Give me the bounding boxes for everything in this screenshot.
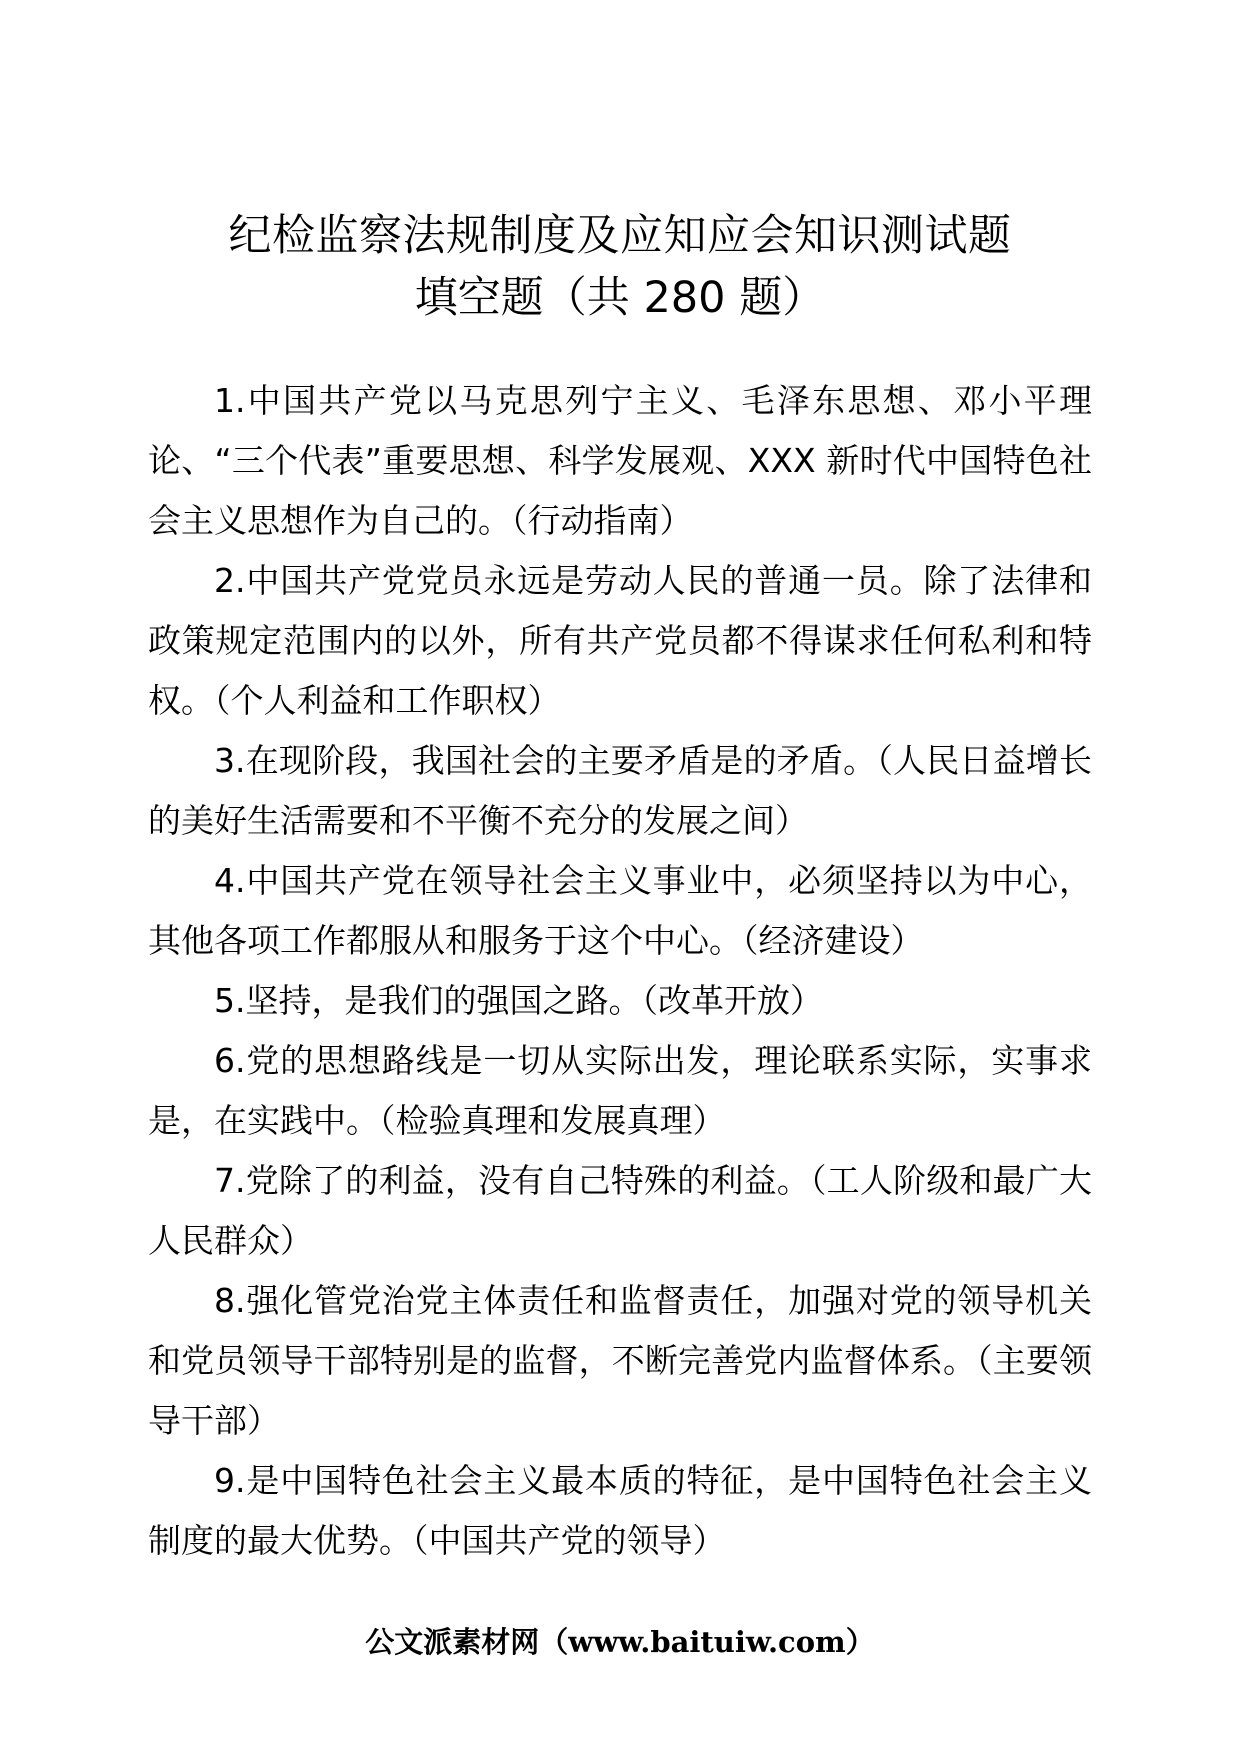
- question-item: [148, 731, 1092, 851]
- question-number: 9.: [214, 1461, 246, 1500]
- question-answer: （人民日益增长的美好生活需要和不平衡不充分的发展之间）: [148, 741, 1093, 840]
- title-block: [0, 206, 1240, 328]
- question-answer: （行动指南）: [511, 501, 693, 540]
- question-item: [148, 1031, 1092, 1151]
- question-text: 是中国特色社会主义最本质的特征，是中国特色社会主义制度的最大优势。: [148, 1461, 1092, 1560]
- question-item: [148, 1151, 1092, 1271]
- document-subtitle: 填空题（共 280 题）: [414, 273, 826, 323]
- question-text: 党除了的利益，没有自己特殊的利益。: [245, 1161, 810, 1200]
- footer-source: 公文派素材网（www.baituiw.com）: [365, 1625, 875, 1659]
- question-number: 7.: [214, 1161, 246, 1200]
- question-item: [148, 851, 1092, 971]
- question-number: 1.: [214, 381, 246, 420]
- question-text: 党的思想路线是一切从实际出发，理论联系实际，实事求是，在实践中。: [148, 1041, 1092, 1140]
- document-title: 纪检监察法规制度及应知应会知识测试题: [228, 211, 1012, 261]
- question-answer: （改革开放）: [641, 981, 823, 1020]
- question-number: 2.: [214, 561, 246, 600]
- question-answer: （检验真理和发展真理）: [379, 1101, 726, 1140]
- question-text: 中国共产党以马克思列宁主义、毛泽东思想、邓小平理论、“三个代表”重要思想、科学发展观、XXX 新时代中国特色社会主义思想作为自己的。: [148, 381, 1092, 540]
- question-number: 3.: [214, 741, 246, 780]
- question-answer: （个人利益和工作职权）: [214, 681, 561, 720]
- question-answer: （主要领导干部）: [148, 1341, 1092, 1440]
- question-text: 在现阶段，我国社会的主要矛盾是的矛盾。: [245, 741, 877, 780]
- question-list: [148, 371, 1092, 1571]
- question-answer: （经济建设）: [742, 921, 924, 960]
- question-text: 强化管党治党主体责任和监督责任，加强对党的领导机关和党员领导干部特别是的监督，不断完善党内监督体系。: [148, 1281, 1092, 1380]
- question-item: [148, 551, 1092, 731]
- question-number: 6.: [214, 1041, 246, 1080]
- question-text: 坚持，是我们的强国之路。: [245, 981, 642, 1020]
- question-number: 8.: [214, 1281, 246, 1320]
- question-item: [148, 1271, 1092, 1451]
- question-number: 5.: [214, 981, 246, 1020]
- question-number: 4.: [214, 861, 246, 900]
- question-text: 中国共产党在领导社会主义事业中，必须坚持以为中心，其他各项工作都服从和服务于这个中心。: [148, 861, 1092, 960]
- question-text: 中国共产党党员永远是劳动人民的普通一员。除了法律和政策规定范围内的以外，所有共产党员都不得谋求任何私利和特权。: [148, 561, 1092, 720]
- question-item: [148, 1451, 1092, 1571]
- question-item: [148, 971, 1092, 1031]
- question-answer: （中国共产党的领导）: [412, 1521, 726, 1560]
- question-item: [148, 371, 1092, 551]
- question-answer: （工人阶级和最广大人民群众）: [148, 1161, 1093, 1260]
